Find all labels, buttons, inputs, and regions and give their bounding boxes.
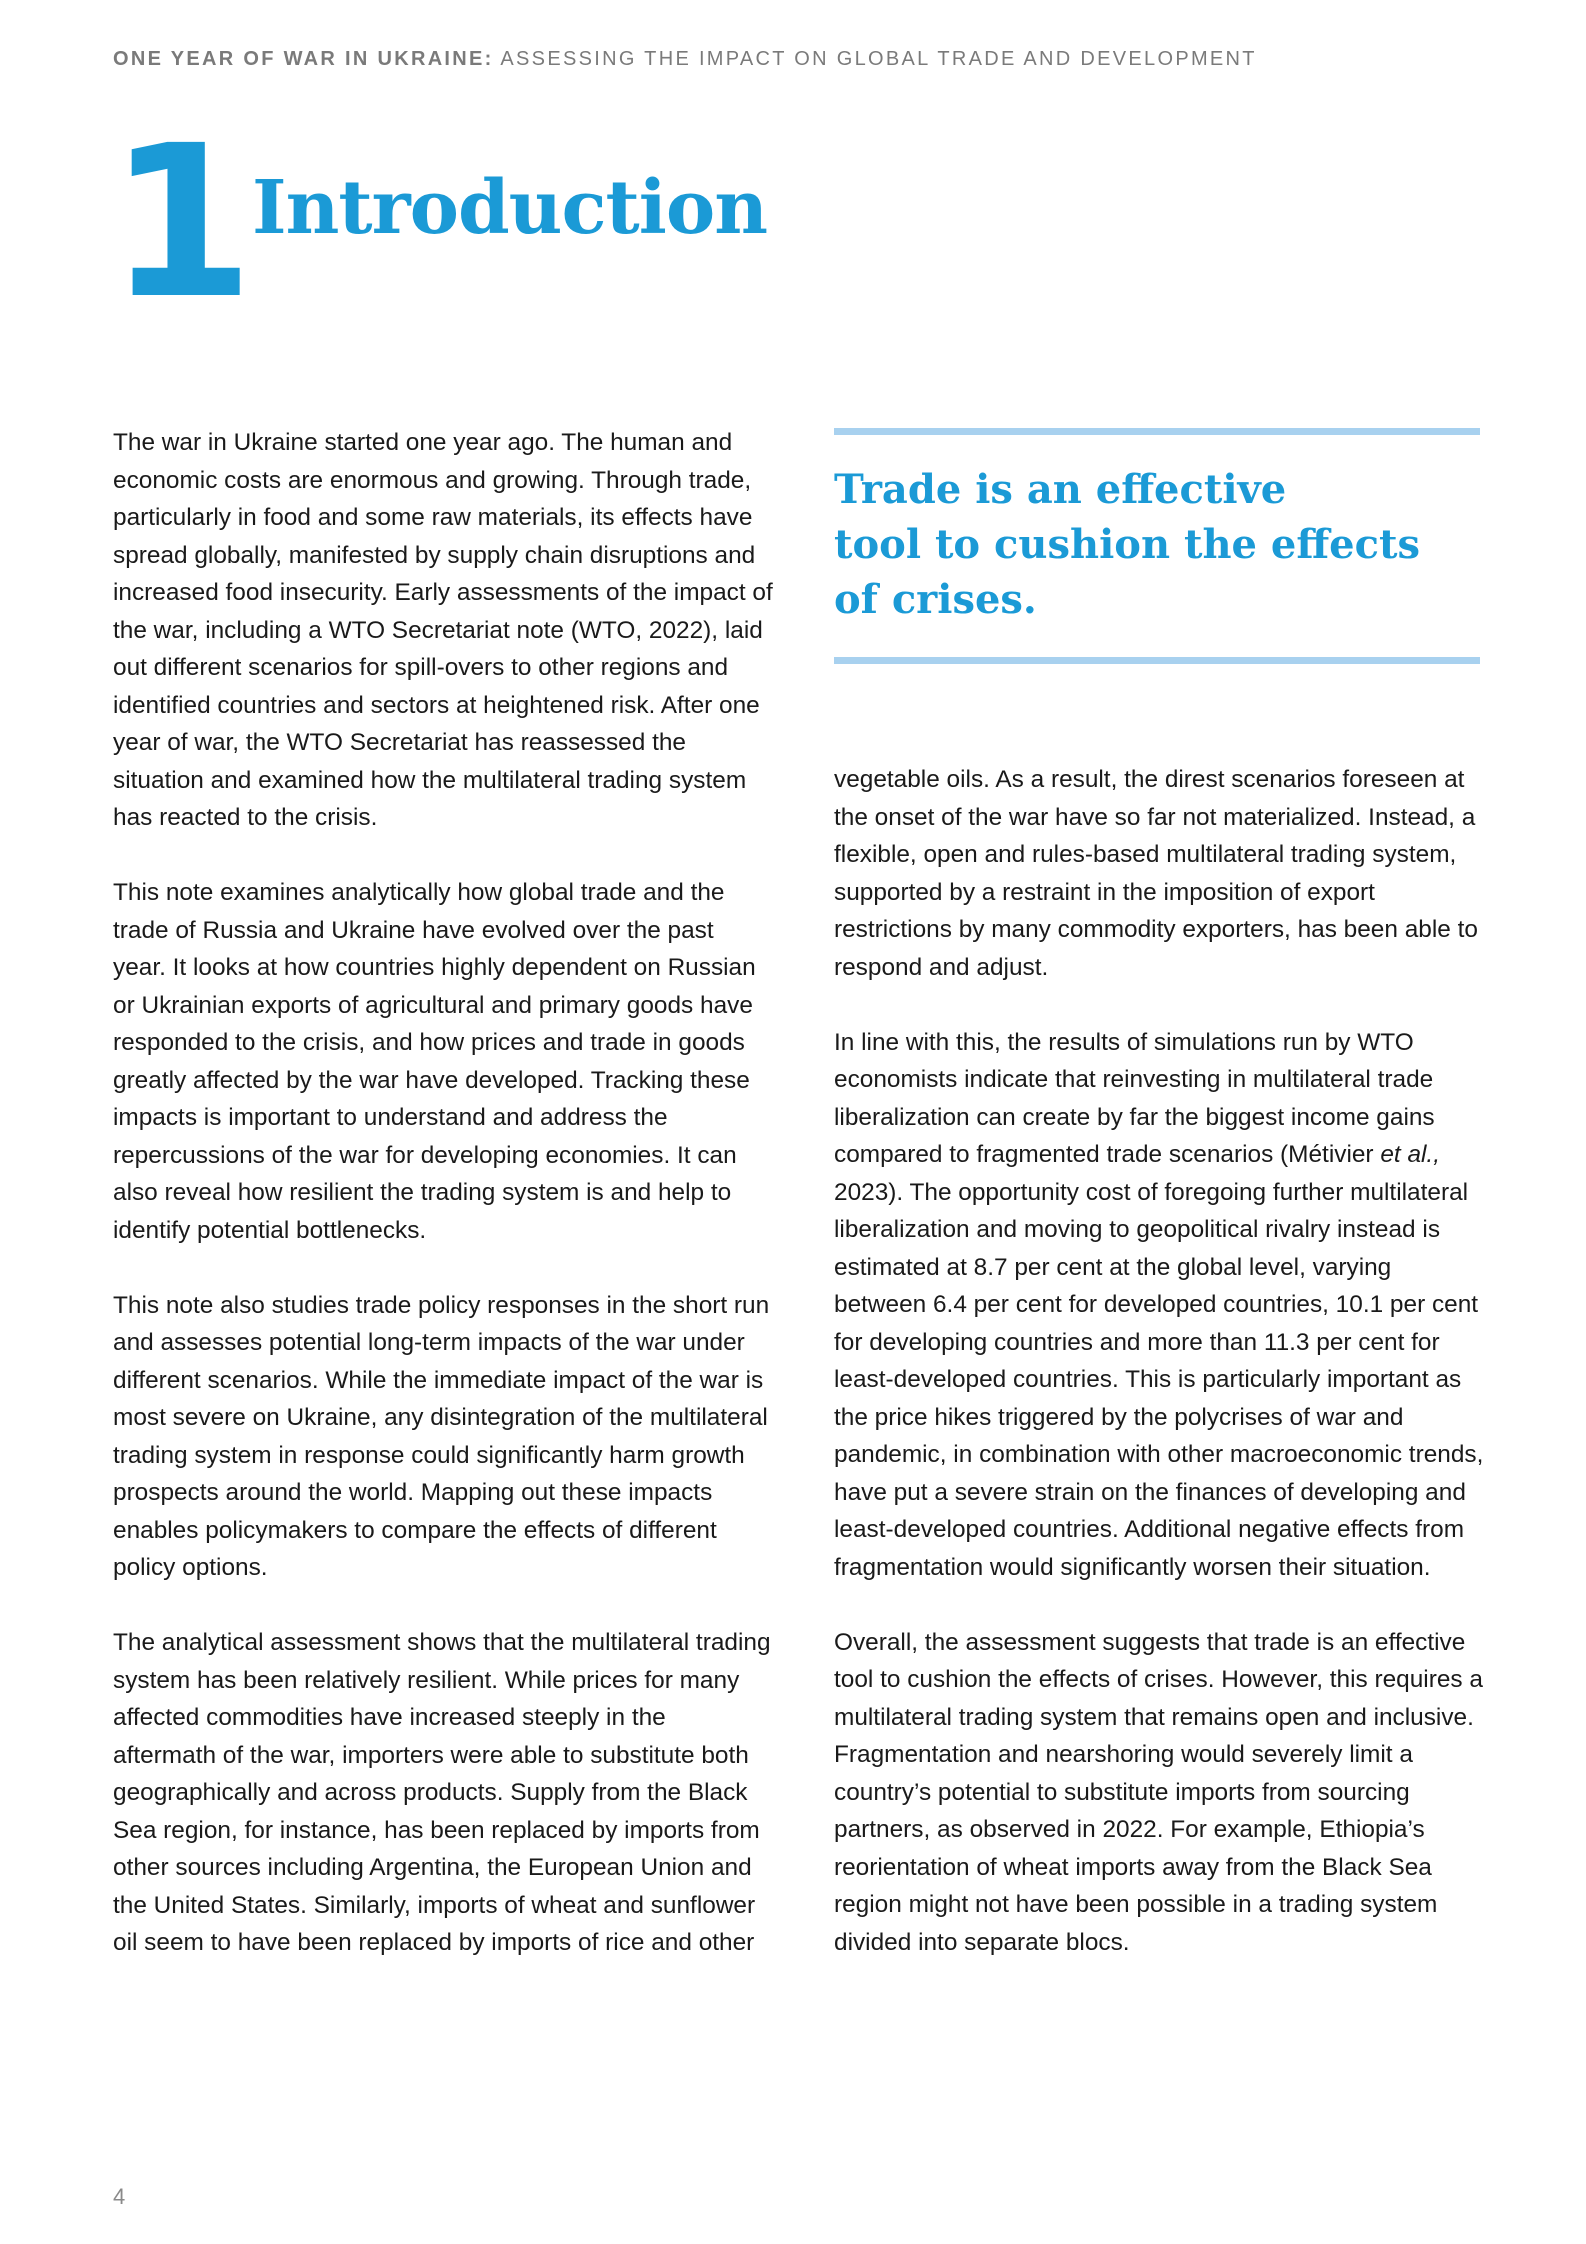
page-number: 4: [113, 2184, 126, 2209]
citation-italic: et al.,: [1380, 1141, 1440, 1168]
body-text: 2023). The opportunity cost of foregoing further multilateral liberalization and moving to geopolitical rivalry instead is estimated at 8.7 per cent at the global level, varying between 6.4 per cent for developed countries, 10.1 per cent for developing countries and more than 11.3 per cent for least-developed countries. This is particularly important as the price hikes triggered by the polycrises of war and pandemic, in combination with other macroeconomic trends, have put a severe strain on the finances of developing and least-developed countries. Additional negative effects from fragmentation would significantly worsen their situation.: [834, 1178, 1484, 1581]
body-paragraph: This note also studies trade policy responses in the short run and assesses potential long-term impacts of the war under different scenarios. While the immediate impact of the war is most severe on Ukraine, any disintegration of the multilateral trading system in response could significantly harm growth prospects around the world. Mapping out these impacts enables policymakers to compare the effects of different policy options.: [113, 1291, 770, 1581]
pullquote-line: Trade is an effective: [834, 466, 1287, 513]
body-paragraph: Overall, the assessment suggests that trade is an effective tool to cushion the effects of crises. However, this requires a multilateral trading system that remains open and inclusive. Fragmentation and nearshoring would severely limit a country’s potential to substitute imports from sourcing partners, as observed in 2022. For example, Ethiopia’s reorientation of wheat imports away from the Black Sea region might not have been possible in a trading system divided into separate blocs.: [834, 1628, 1483, 1956]
pullquote-line: of crises.: [834, 576, 1037, 623]
pullquote-bottom-rule: [834, 657, 1480, 664]
chapter-title: Introduction: [252, 165, 767, 251]
body-paragraph: [834, 1024, 1484, 1587]
right-column: [834, 761, 1484, 1961]
body-text: In line with this, the results of simulations run by WTO economists indicate that reinvesting in multilateral trade liberalization can create by far the biggest income gains compared to fragmented trade scenarios (Métivier: [834, 1028, 1435, 1168]
running-header-series: ONE YEAR OF WAR IN UKRAINE:: [113, 48, 494, 70]
running-header: [113, 48, 1257, 71]
left-column: [113, 424, 773, 1962]
pullquote-line: tool to cushion the effects: [834, 521, 1420, 568]
body-paragraph: This note examines analytically how global trade and the trade of Russia and Ukraine have evolved over the past year. It looks at how countries highly dependent on Russian or Ukrainian exports of agricultural and primary goods have responded to the crisis, and how prices and trade in goods greatly affected by the war have developed. Tracking these impacts is important to understand and address the repercussions of the war for developing economies. It can also reveal how resilient the trading system is and help to identify potential bottlenecks.: [113, 879, 756, 1244]
body-paragraph: The analytical assessment shows that the multilateral trading system has been relatively resilient. While prices for many affected commodities have increased steeply in the aftermath of the war, importers were able to substitute both geographically and across products. Supply from the Black Sea region, for instance, has been replaced by imports from other sources including Argentina, the European Union and the United States. Similarly, imports of wheat and sunflower oil seem to have been replaced by imports of rice and other: [113, 1629, 771, 1956]
body-paragraph: The war in Ukraine started one year ago. The human and economic costs are enormous and growing. Through trade, particularly in food and some raw materials, its effects have spread globally, manifested by supply chain disruptions and increased food insecurity. Early assessments of the impact of the war, including a WTO Secretariat note (WTO, 2022), laid out different scenarios for spill-overs to other regions and identified countries and sectors at heightened risk. After one year of war, the WTO Secretariat has reassessed the situation and examined how the multilateral trading system has reacted to the crisis.: [113, 429, 773, 831]
pullquote: [834, 462, 1474, 627]
pullquote-top-rule: [834, 428, 1480, 435]
running-header-subtitle: ASSESSING THE IMPACT ON GLOBAL TRADE AND DEVELOPMENT: [493, 48, 1257, 70]
chapter-number: 1: [108, 100, 241, 345]
body-paragraph: vegetable oils. As a result, the direst scenarios foreseen at the onset of the war have so far not materialized. Instead, a flexible, open and rules-based multilateral trading system, supported by a restraint in the imposition of export restrictions by many commodity exporters, has been able to respond and adjust.: [834, 766, 1478, 981]
